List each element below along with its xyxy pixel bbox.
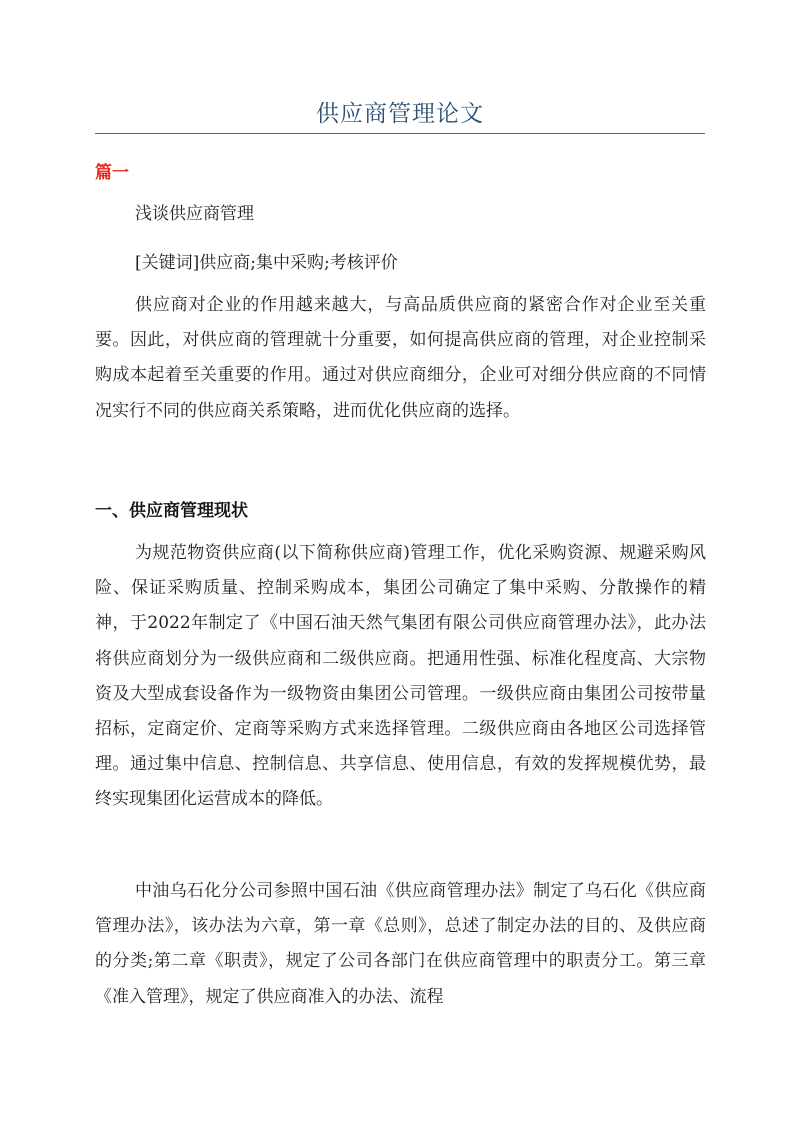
keywords-line: [关键词]供应商;集中采购;考核评价: [135, 253, 398, 273]
article-subtitle: 浅谈供应商管理: [135, 204, 254, 224]
body-paragraph-1: 为规范物资供应商(以下简称供应商)管理工作，优化采购资源、规避采购风险、保证采购质量、控制采购成本，集团公司确定了集中采购、分散操作的精神，于2022年制定了《中国石油天然气集团有限公司供应商管理办法》，此办法将供应商划分为一级供应商和二级供应商。把通用性强、标准化程度高、大宗物资及大型成套设备作为一级物资由集团公司管理。一级供应商由集团公司按带量招标，定商定价、定商等采购方式来选择管理。二级供应商由各地区公司选择管理。通过集中信息、控制信息、共享信息、使用信息，有效的发挥规模优势，最终实现集团化运营成本的降低。: [95, 543, 706, 810]
section-heading: 一、供应商管理现状: [95, 501, 248, 521]
intro-paragraph: 供应商对企业的作用越来越大，与高品质供应商的紧密合作对企业至关重要。因此，对供应商的管理就十分重要，如何提高供应商的管理，对企业控制采购成本起着至关重要的作用。通过对供应商细分，企业可对细分供应商的不同情况实行不同的供应商关系策略，进而优化供应商的选择。: [95, 295, 706, 421]
document-title: 供应商管理论文: [316, 101, 484, 127]
body-paragraph-2: 中油乌石化分公司参照中国石油《供应商管理办法》制定了乌石化《供应商管理办法》，该办法为六章，第一章《总则》，总述了制定办法的目的、及供应商的分类;第二章《职责》，规定了公司各部门在供应商管理中的职责分工。第三章《准入管理》，规定了供应商准入的办法、流程: [95, 881, 706, 1007]
title-divider: [95, 133, 705, 134]
section-tag: 篇一: [95, 163, 129, 183]
